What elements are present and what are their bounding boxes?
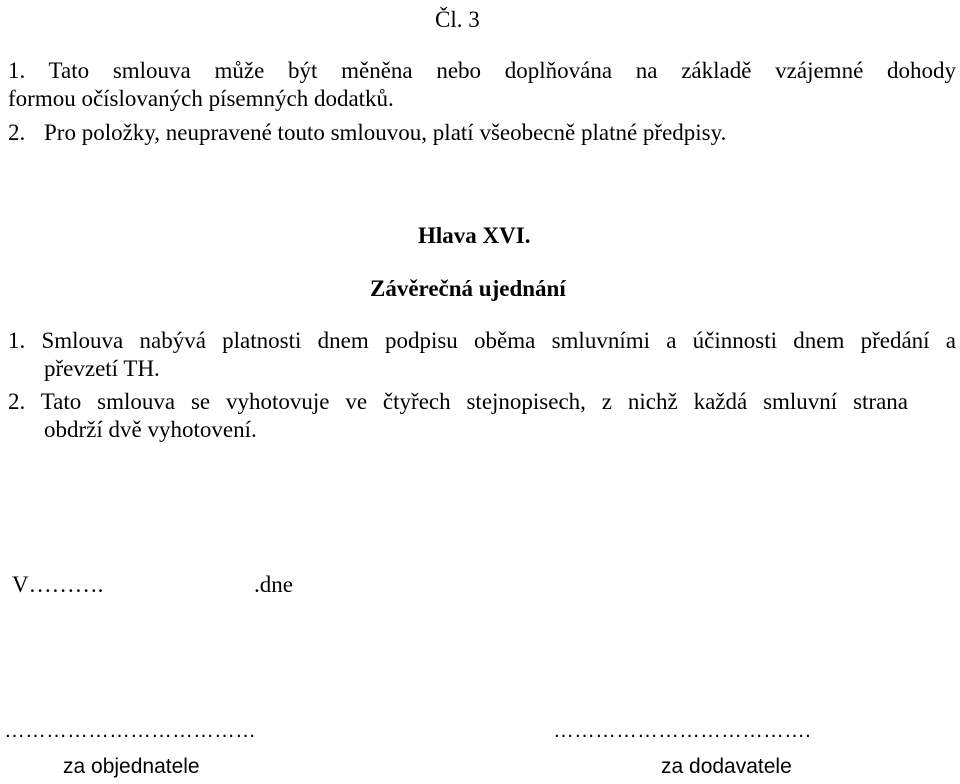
chapter-item-1-line-2: převzetí TH. bbox=[44, 356, 160, 381]
chapter-title: Hlava XVI. bbox=[418, 223, 531, 248]
chapter-item-2-line-2: obdrží dvě vyhotovení. bbox=[44, 417, 257, 442]
chapter-subtitle: Závěrečná ujednání bbox=[370, 276, 566, 301]
article-heading: Čl. 3 bbox=[435, 7, 480, 32]
signature-line-left: ……………………………… bbox=[4, 719, 256, 742]
signature-label-right: za dodavatele bbox=[661, 755, 792, 778]
article-item-2-text: Pro položky, neupravené touto smlouvou, platí všeobecně platné předpisy. bbox=[44, 120, 727, 145]
signature-label-left: za objednatele bbox=[63, 755, 200, 778]
chapter-item-1-line-1: 1. Smlouva nabývá platnosti dnem podpisu oběma smluvními a účinnosti dnem předání a bbox=[8, 328, 956, 353]
signature-place: V………. bbox=[12, 572, 104, 597]
chapter-item-2-line-1: 2. Tato smlouva se vyhotovuje ve čtyřech stejnopisech, z nichž každá smluvní strana bbox=[8, 389, 908, 414]
article-item-1-line-2: formou očíslovaných písemných dodatků. bbox=[8, 86, 394, 111]
signature-line-right: ………………………………. bbox=[553, 719, 811, 742]
signature-date: .dne bbox=[254, 572, 293, 597]
article-item-1-line-1: 1. Tato smlouva může být měněna nebo doplňována na základě vzájemné dohody bbox=[8, 58, 956, 83]
article-item-2-number: 2. bbox=[8, 120, 26, 145]
article-item-2 bbox=[8, 119, 726, 147]
